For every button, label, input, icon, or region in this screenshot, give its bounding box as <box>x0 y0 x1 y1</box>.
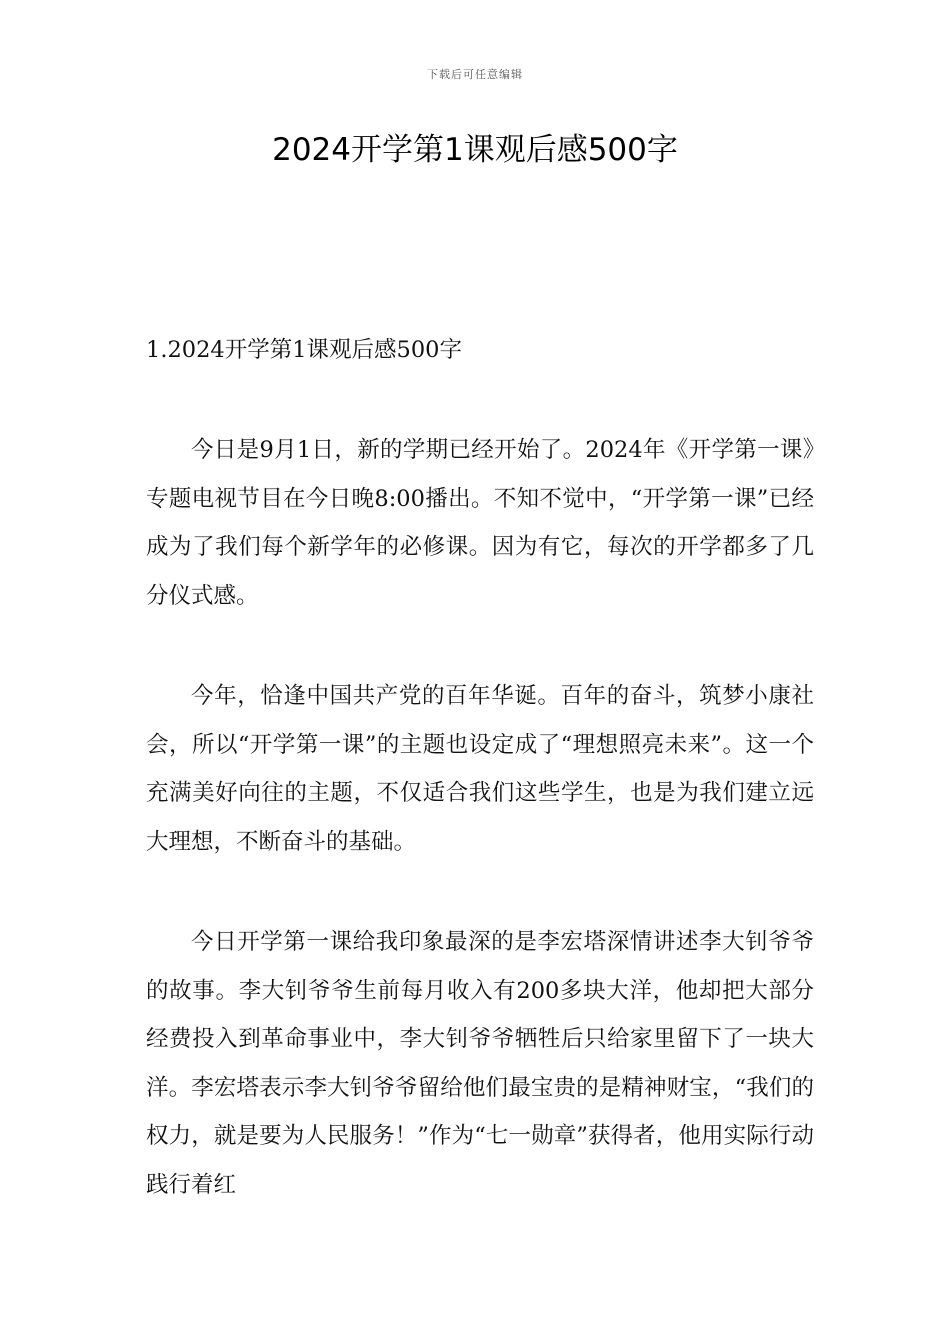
document-body <box>146 330 814 1209</box>
header-note: 下载后可任意编辑 <box>427 68 523 81</box>
paragraph-3: 今日开学第一课给我印象最深的是李宏塔深情讲述李大钊爷爷的故事。李大钊爷爷生前每月收入有200多块大洋，他却把大部分经费投入到革命事业中，李大钊爷爷牺牲后只给家里留下了一块大洋。李宏塔表示李大钊爷爷留给他们最宝贵的是精神财宝，“我们的权力，就是要为人民服务！”作为“七一勋章”获得者，他用实际行动践行着红 <box>146 929 814 1198</box>
section-heading: 1.2024开学第1课观后感500字 <box>146 337 462 363</box>
paragraph-1: 今日是9月1日，新的学期已经开始了。2024年《开学第一课》专题电视节目在今日晚8:00播出。不知不觉中，“开学第一课”已经成为了我们每个新学年的必修课。因为有它，每次的开学都多了几分仪式感。 <box>146 437 814 609</box>
document-title: 2024开学第1课观后感500字 <box>272 132 678 168</box>
paragraph-2: 今年，恰逢中国共产党的百年华诞。百年的奋斗，筑梦小康社会，所以“开学第一课”的主题也设定成了“理想照亮未来”。这一个充满美好向往的主题，不仅适合我们这些学生，也是为我们建立远大理想，不断奋斗的基础。 <box>146 683 814 855</box>
